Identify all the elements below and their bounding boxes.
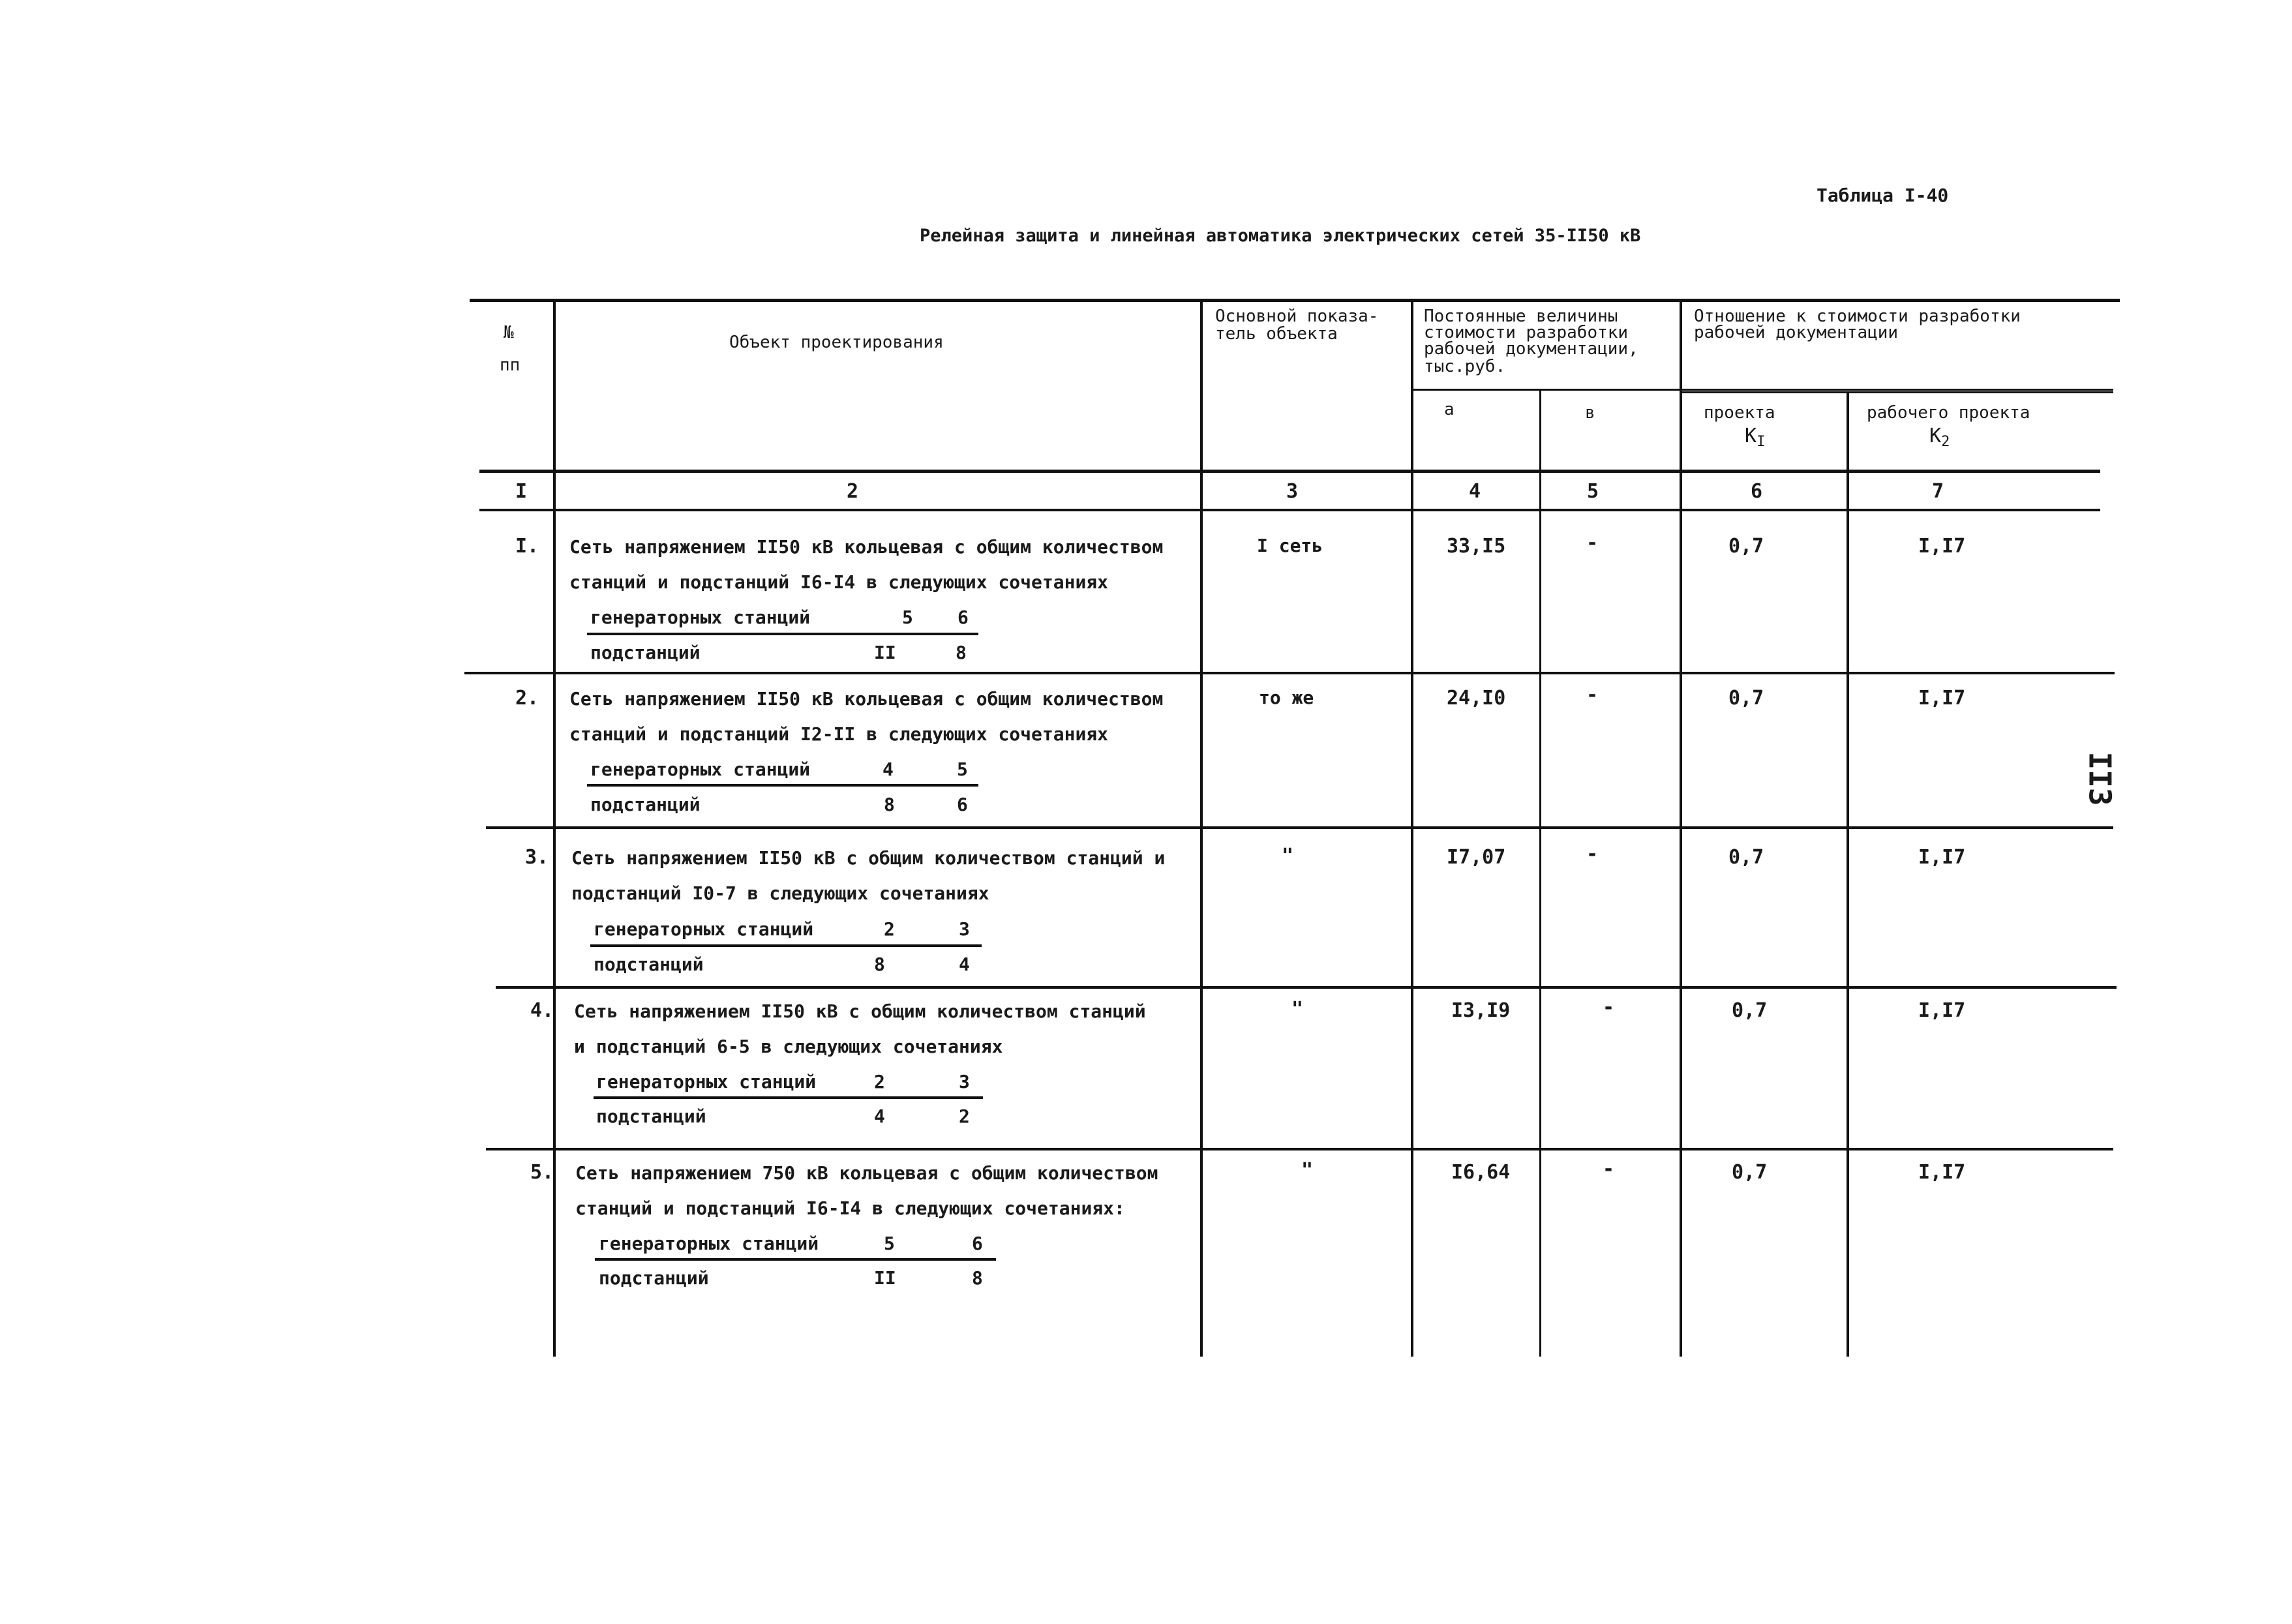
col-constants-header-4: тыс.руб. [1424, 357, 1506, 376]
col-indicator-header-2: тель объекта [1215, 324, 1338, 344]
row-value-a: 33,I5 [1447, 535, 1506, 558]
row-k1: 0,7 [1728, 687, 1764, 710]
fraction-line [590, 944, 982, 947]
substations-b: 2 [959, 1105, 970, 1127]
gen-stations-label: генераторных станций [594, 918, 814, 940]
col-indicator-header-1: Основной показа- [1215, 307, 1379, 326]
col-number-1: I [515, 480, 528, 503]
gen-stations-a: 4 [882, 759, 894, 780]
substations-a: II [874, 642, 896, 663]
substations-b: 4 [959, 954, 970, 975]
row-k2: I,I7 [1918, 1161, 1966, 1184]
col-k2-label: рабочего проекта [1867, 403, 2030, 423]
row-value-v: - [1586, 843, 1599, 865]
row-k1: 0,7 [1728, 846, 1764, 869]
row-number: 2. [515, 687, 539, 710]
row-indicator: то же [1259, 687, 1314, 708]
row-description-line-1: Сеть напряжением II50 кВ с общим количеством станций и [571, 847, 1166, 869]
col-ratio-header-2: рабочей документации [1694, 323, 1899, 342]
row-description-line-2: подстанций I0-7 в следующих сочетаниях [571, 882, 989, 904]
col-number-2: 2 [847, 480, 859, 503]
row-indicator: I сеть [1257, 535, 1323, 556]
row-number: 4. [530, 999, 554, 1022]
col-constants-header-2: стоимости разработки [1424, 323, 1629, 342]
gen-stations-a: 2 [884, 918, 895, 940]
table-label: Таблица I-40 [1817, 185, 1949, 206]
col-number-4: 4 [1469, 480, 1481, 503]
col-number-5: 5 [1587, 480, 1599, 503]
row-value-a: I3,I9 [1451, 999, 1511, 1022]
gen-stations-a: 5 [902, 607, 913, 628]
row-value-v: - [1603, 996, 1615, 1019]
row-k1: 0,7 [1732, 999, 1768, 1022]
gen-stations-b: 3 [959, 918, 970, 940]
substations-label: подстанций [596, 1105, 706, 1127]
row-description-line-1: Сеть напряжением II50 кВ кольцевая с общим количеством [569, 688, 1164, 710]
col-number-3: 3 [1286, 480, 1299, 503]
col-constants-header-3: рабочей документации, [1424, 339, 1638, 359]
row-description-line-1: Сеть напряжением II50 кВ с общим количеством станций [574, 1000, 1146, 1022]
fraction-line [594, 1096, 983, 1099]
substations-a: 8 [884, 794, 895, 815]
substations-a: II [874, 1267, 896, 1289]
substations-label: подстанций [594, 954, 704, 975]
col-v-header: в [1585, 403, 1595, 423]
col-k2-symbol: $К_2$ [1929, 425, 1950, 450]
col-number-7: 7 [1932, 480, 1944, 503]
row-k2: I,I7 [1918, 846, 1966, 869]
substations-a: 8 [874, 954, 885, 975]
substations-label: подстанций [590, 642, 701, 663]
row-value-a: I7,07 [1447, 846, 1506, 869]
row-k1: 0,7 [1728, 535, 1764, 558]
row-indicator: " [1301, 1159, 1314, 1182]
gen-stations-label: генераторных станций [590, 607, 811, 628]
row-description-line-2: станций и подстанций I6-I4 в следующих сочетаниях: [575, 1197, 1125, 1219]
gen-stations-label: генераторных станций [599, 1233, 819, 1254]
row-description-line-2: станций и подстанций I2-II в следующих сочетаниях [569, 723, 1109, 745]
gen-stations-a: 2 [874, 1071, 885, 1092]
row-k2: I,I7 [1918, 999, 1966, 1022]
col-a-header: а [1444, 400, 1455, 419]
row-description-line-2: и подстанций 6-5 в следующих сочетаниях [574, 1036, 1003, 1057]
row-number: I. [515, 535, 539, 558]
substations-b: 8 [972, 1267, 983, 1289]
row-value-a: I6,64 [1451, 1161, 1511, 1184]
col-ratio-header-1: Отношение к стоимости разработки [1694, 307, 2021, 326]
row-k1: 0,7 [1732, 1161, 1768, 1184]
page-number: II3 [2082, 751, 2118, 806]
substations-a: 4 [874, 1105, 885, 1127]
row-indicator: " [1291, 998, 1304, 1021]
substations-b: 8 [956, 642, 967, 663]
col-constants-header-1: Постоянные величины [1424, 307, 1618, 326]
gen-stations-label: генераторных станций [590, 759, 811, 780]
row-description-line-2: станций и подстанций I6-I4 в следующих сочетаниях [569, 571, 1109, 593]
col-number-6: 6 [1751, 480, 1763, 503]
substations-b: 6 [957, 794, 968, 815]
row-value-v: - [1603, 1158, 1615, 1180]
row-indicator: " [1282, 845, 1294, 867]
row-number: 5. [530, 1161, 554, 1184]
gen-stations-a: 5 [884, 1233, 895, 1254]
table-title: Релейная защита и линейная автоматика электрических сетей 35-II50 кВ [920, 226, 1641, 246]
gen-stations-b: 3 [959, 1071, 970, 1092]
col-k1-label: проекта [1704, 403, 1775, 423]
fraction-line [595, 1258, 996, 1261]
gen-stations-b: 6 [972, 1233, 983, 1254]
fraction-line [587, 784, 978, 787]
col-num-label: № [504, 323, 514, 342]
gen-stations-b: 5 [957, 759, 968, 780]
row-number: 3. [525, 846, 549, 869]
gen-stations-b: 6 [958, 607, 969, 628]
row-description-line-1: Сеть напряжением 750 кВ кольцевая с общим количеством [575, 1162, 1158, 1184]
col-num-label-2: пп [500, 355, 520, 375]
col-k1-symbol: $К_I$ [1745, 425, 1766, 450]
row-value-v: - [1586, 532, 1599, 554]
col-object-header: Объект проектирования [729, 333, 944, 352]
fraction-line [587, 633, 978, 635]
gen-stations-label: генераторных станций [596, 1071, 817, 1092]
row-k2: I,I7 [1918, 535, 1966, 558]
substations-label: подстанций [599, 1267, 709, 1289]
row-description-line-1: Сеть напряжением II50 кВ кольцевая с общим количеством [569, 536, 1164, 558]
row-value-v: - [1586, 684, 1599, 706]
substations-label: подстанций [590, 794, 701, 815]
row-value-a: 24,I0 [1447, 687, 1506, 710]
row-k2: I,I7 [1918, 687, 1966, 710]
